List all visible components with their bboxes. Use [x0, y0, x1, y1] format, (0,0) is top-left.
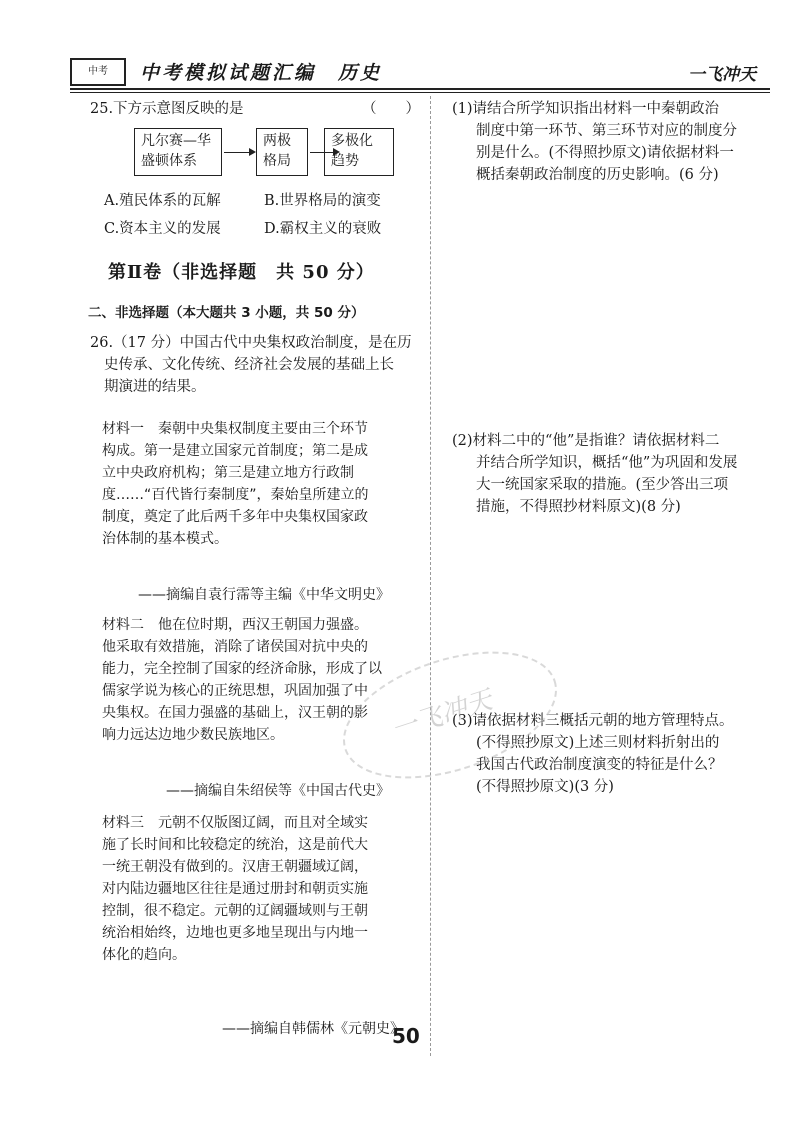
material-1-line: 材料一 秦朝中央集权制度主要由三个环节 [102, 421, 368, 437]
column-divider [430, 96, 431, 1056]
header-logo: 中考 [70, 58, 126, 86]
material-1-line: 度……“百代皆行秦制度”，秦始皇所建立的 [102, 487, 369, 503]
diagram-box-multipolar-line1: 多极化 [331, 133, 373, 149]
diagram-box-bipolar [256, 128, 308, 176]
sub-question-1-line: 制度中第一环节、第三环节对应的制度分 [476, 123, 737, 139]
header-title: 中考模拟试题汇编 历史 [140, 62, 383, 84]
sub-question-1-line: 别是什么。(不得照抄原文)请依据材料一 [476, 145, 734, 161]
diagram-box-bipolar-line2: 格局 [263, 153, 291, 169]
q26-intro-line: 期演进的结果。 [104, 379, 206, 395]
section-title: 第Ⅱ卷（非选择题 共 50 分） [108, 262, 375, 283]
material-1 [102, 418, 369, 550]
sub-question-3-line: (不得照抄原文)(3 分) [476, 779, 614, 795]
sub-question-3-line: (不得照抄原文)上述三则材料折射出的 [476, 735, 720, 751]
material-3-source: ——摘编自韩儒林《元朝史》 [222, 1021, 404, 1037]
sub-question-2-line: (2)材料二中的“他”是指谁？请依据材料二 [452, 433, 720, 449]
material-1-line: 构成。第一是建立国家元首制度；第二是成 [102, 443, 368, 459]
sub-question-1-line: 概括秦朝政治制度的历史影响。(6 分) [476, 167, 719, 183]
sub-question-2-line: 措施，不得照抄材料原文)(8 分) [476, 499, 681, 515]
material-3 [102, 812, 368, 966]
q25-option-b: B.世界格局的演变 [264, 193, 381, 209]
section-heading: 二、非选择题（本大题共 3 小题，共 50 分） [88, 305, 365, 321]
material-2-line: 儒家学说为核心的正统思想，巩固加强了中 [102, 683, 368, 699]
material-2-line: 响力远达边地少数民族地区。 [102, 727, 284, 743]
q25-stem: 25.下方示意图反映的是 [90, 101, 244, 117]
diagram-box-versailles [134, 128, 222, 176]
material-1-line: 制度，奠定了此后两千多年中央集权国家政 [102, 509, 368, 525]
watermark-text: 一飞冲天 [387, 685, 496, 746]
material-2-line: 材料二 他在位时期，西汉王朝国力强盛。 [102, 617, 368, 633]
sub-question-2-line: 并结合所学知识，概括“他”为巩固和发展 [476, 455, 738, 471]
material-1-line: 立中央政府机构；第三是建立地方行政制 [102, 465, 354, 481]
sub-question-3-line: (3)请依据材料三概括元朝的地方管理特点。 [452, 713, 734, 729]
material-3-line: 控制，很不稳定。元朝的辽阔疆域则与王朝 [102, 903, 368, 919]
material-2-line: 能力，完全控制了国家的经济命脉，形成了以 [102, 661, 382, 677]
material-3-line: 材料三 元朝不仅版图辽阔，而且对全域实 [102, 815, 368, 831]
q26-intro-line: 26.（17 分）中国古代中央集权政治制度，是在历 [90, 335, 412, 351]
sub-question-1 [452, 98, 737, 186]
page-number: 50 [392, 1024, 420, 1048]
sub-question-3-line: 我国古代政治制度演变的特征是什么？ [476, 757, 723, 773]
q25-answer-paren: （ ） [362, 101, 420, 117]
material-3-line: 统治相始终，边地也更多地呈现出与内地一 [102, 925, 368, 941]
material-3-line: 体化的趋向。 [102, 947, 186, 963]
diagram-box-bipolar-line1: 两极 [263, 133, 291, 149]
material-2-source: ——摘编自朱绍侯等《中国古代史》 [166, 783, 390, 799]
sub-question-2 [452, 430, 737, 518]
sub-question-2-line: 大一统国家采取的措施。(至少答出三项 [476, 477, 729, 493]
q25-option-c: C.资本主义的发展 [104, 221, 221, 237]
q25-option-d: D.霸权主义的衰败 [264, 221, 382, 237]
material-1-source: ——摘编自袁行霈等主编《中华文明史》 [138, 587, 390, 603]
sub-question-1-line: (1)请结合所学知识指出材料一中秦朝政治 [452, 101, 720, 117]
q25-option-a: A.殖民体系的瓦解 [104, 193, 221, 209]
material-3-line: 对内陆边疆地区往往是通过册封和朝贡实施 [102, 881, 368, 897]
diagram-arrow-1 [224, 152, 254, 153]
diagram-box-versailles-line2: 盛顿体系 [141, 153, 197, 169]
material-3-line: 施了长时间和比较稳定的统治，这是前代大 [102, 837, 368, 853]
q26-intro-line: 史传承、文化传统、经济社会发展的基础上长 [104, 357, 394, 373]
header-brand: 一飞冲天 [688, 65, 756, 85]
header-rule [70, 88, 770, 90]
material-2-line: 央集权。在国力强盛的基础上，汉王朝的影 [102, 705, 368, 721]
header-rule-thin [70, 92, 770, 93]
diagram-box-multipolar [324, 128, 394, 176]
material-2-line: 他采取有效措施，消除了诸侯国对抗中央的 [102, 639, 368, 655]
diagram-box-multipolar-line2: 趋势 [331, 153, 359, 169]
diagram-box-versailles-line1: 凡尔赛—华 [141, 133, 211, 149]
q26-intro [90, 332, 412, 398]
material-1-line: 治体制的基本模式。 [102, 531, 228, 547]
material-3-line: 一统王朝没有做到的。汉唐王朝疆域辽阔， [102, 859, 368, 875]
